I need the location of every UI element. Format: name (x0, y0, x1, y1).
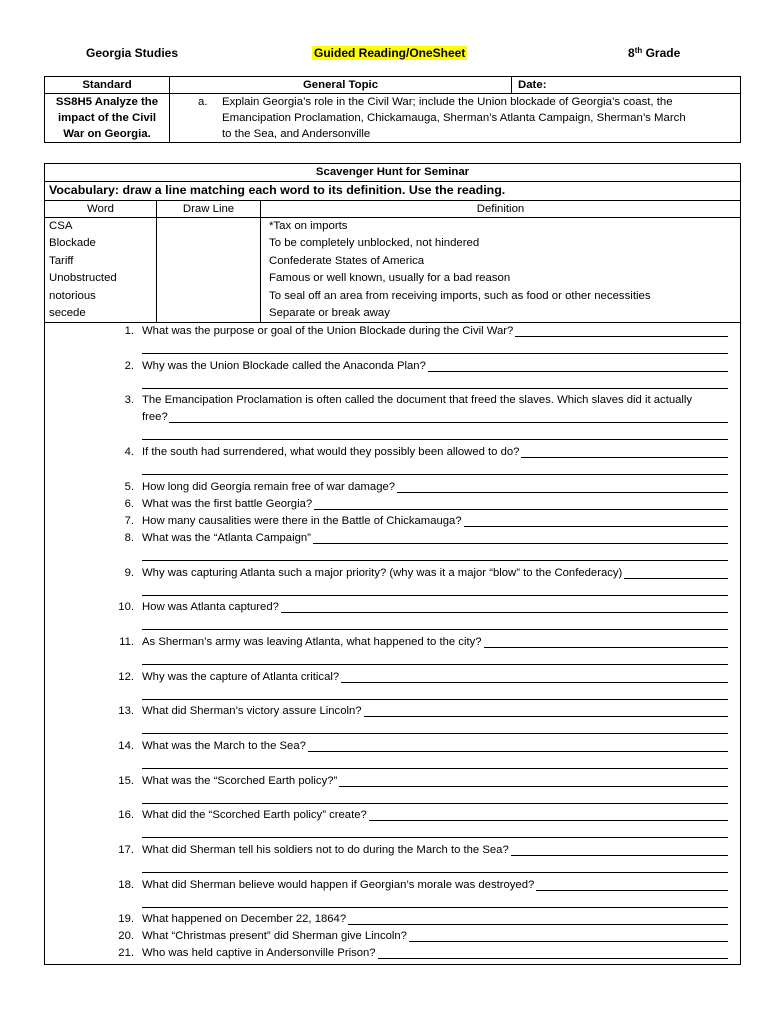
question-item (45, 634, 742, 668)
answer-line[interactable] (142, 388, 728, 389)
question-text: As Sherman’s army was leaving Atlanta, what happened to the city? (142, 636, 482, 649)
grade-word: Grade (645, 46, 681, 60)
topic-header: General Topic (170, 77, 512, 94)
subject-label: Georgia Studies (86, 46, 179, 60)
answer-line[interactable] (142, 803, 728, 804)
standard-line: War on Georgia. (63, 128, 151, 140)
answer-line[interactable] (428, 371, 728, 372)
question-item (45, 599, 742, 633)
vocab-word: secede (49, 306, 86, 319)
question-text: What was the “Atlanta Campaign” (142, 532, 311, 545)
vocab-definition: Separate or break away (269, 306, 390, 319)
answer-line[interactable] (142, 664, 728, 665)
question-text: What did the “Scorched Earth policy” create? (142, 809, 367, 822)
topic-line: Explain Georgia’s role in the Civil War; include the Union blockade of Georgia’s coast, the (222, 96, 673, 108)
question-number: 7. (124, 515, 134, 528)
date-field[interactable]: Date: (512, 77, 741, 94)
question-number: 17. (118, 844, 134, 857)
answer-line[interactable] (142, 353, 728, 354)
question-item (45, 773, 742, 807)
question-number: 14. (118, 740, 134, 753)
vocab-word: Blockade (49, 237, 96, 250)
answer-line[interactable] (308, 751, 728, 752)
answer-line[interactable] (314, 509, 728, 510)
answer-line[interactable] (624, 578, 728, 579)
answer-line[interactable] (378, 958, 728, 959)
question-item (45, 323, 742, 357)
answer-line[interactable] (142, 595, 728, 596)
vocab-definition: To seal off an area from receiving imports, such as food or other necessities (269, 289, 651, 302)
question-number: 5. (124, 481, 134, 494)
answer-line[interactable] (169, 422, 728, 423)
question-text: What did Sherman’s victory assure Lincoln? (142, 705, 362, 718)
standard-line: impact of the Civil (57, 112, 157, 124)
vocab-definition: To be completely unblocked, not hindered (269, 237, 480, 250)
answer-line[interactable] (341, 682, 728, 683)
answer-line[interactable] (142, 699, 728, 700)
answer-line[interactable] (142, 474, 728, 475)
question-text: What was the March to the Sea? (142, 740, 306, 753)
question-text: Who was held captive in Andersonville Prison? (142, 947, 376, 960)
document-title: Guided Reading/OneSheet (314, 46, 466, 60)
question-item (45, 842, 742, 876)
vocab-instructions: Vocabulary: draw a line matching each word to its definition. Use the reading. (45, 182, 741, 201)
word-list (45, 218, 157, 323)
question-number: 18. (118, 879, 134, 892)
vocab-word: CSA (49, 220, 73, 232)
question-item (45, 444, 742, 478)
vocab-definition: *Tax on imports (269, 220, 348, 232)
grade-label (628, 46, 680, 60)
standard-line: SS8H5 Analyze the (55, 96, 159, 108)
standard-header: Standard (45, 77, 170, 94)
question-number: 11. (119, 636, 134, 649)
grade-suffix: th (634, 46, 643, 55)
question-number: 19. (118, 913, 134, 926)
question-text: Why was the Union Blockade called the Anaconda Plan? (142, 360, 426, 373)
vocab-definition: Confederate States of America (269, 254, 425, 267)
question-text: What did Sherman believe would happen if Georgian’s morale was destroyed? (142, 879, 535, 892)
draw-line-column-header: Draw Line (157, 201, 261, 218)
answer-line[interactable] (142, 837, 728, 838)
scavenger-hunt-table (44, 163, 741, 965)
question-text: What happened on December 22, 1864? (142, 913, 347, 926)
question-text: If the south had surrendered, what would they possibly been allowed to do? (142, 446, 520, 459)
questions-area (45, 323, 741, 965)
question-number: 21. (118, 947, 134, 960)
answer-line[interactable] (142, 629, 728, 630)
question-number: 12. (118, 671, 134, 684)
definition-list (261, 218, 741, 323)
question-text: What was the first battle Georgia? (142, 498, 313, 511)
draw-line-area[interactable] (157, 218, 261, 323)
question-number: 20. (118, 930, 134, 943)
question-text: Why was the capture of Atlanta critical? (142, 671, 340, 684)
question-number: 9. (124, 567, 134, 580)
answer-line[interactable] (142, 768, 728, 769)
answer-line[interactable] (142, 439, 728, 440)
vocab-word: notorious (49, 289, 96, 302)
answer-line[interactable] (484, 647, 728, 648)
answer-line[interactable] (142, 907, 728, 908)
question-text-continuation: free? (142, 411, 168, 424)
question-text: What was the purpose or goal of the Union Blockade during the Civil War? (142, 325, 514, 338)
answer-line[interactable] (521, 457, 728, 458)
answer-line[interactable] (536, 890, 728, 891)
question-text: Why was capturing Atlanta such a major priority? (why was it a major “blow” to the Confederacy) (142, 567, 623, 580)
answer-line[interactable] (369, 820, 728, 821)
question-number: 16. (118, 809, 134, 822)
answer-line[interactable] (397, 492, 728, 493)
answer-line[interactable] (409, 941, 728, 942)
question-number: 1. (124, 325, 134, 338)
question-item (45, 565, 742, 599)
answer-line[interactable] (142, 733, 728, 734)
word-column-header: Word (45, 201, 157, 218)
answer-line[interactable] (313, 543, 728, 544)
question-item (45, 392, 742, 426)
standard-table (44, 76, 741, 143)
question-item (45, 738, 742, 772)
question-number: 2. (124, 360, 134, 373)
topic-item-label: a. (198, 96, 208, 108)
question-text: How long did Georgia remain free of war damage? (142, 481, 396, 494)
definition-column-header: Definition (261, 201, 741, 218)
question-text: What was the “Scorched Earth policy?” (142, 775, 338, 788)
question-number: 10. (118, 601, 134, 614)
question-item (45, 877, 742, 911)
question-item (45, 530, 742, 564)
question-text: How many causalities were there in the Battle of Chickamauga? (142, 515, 462, 528)
standard-cell (45, 94, 170, 143)
question-number: 15. (118, 775, 134, 788)
answer-line[interactable] (515, 336, 728, 337)
question-number: 13. (118, 705, 134, 718)
answer-line[interactable] (348, 924, 728, 925)
question-item (45, 669, 742, 703)
answer-line[interactable] (142, 560, 728, 561)
vocab-word: Unobstructed (49, 272, 117, 285)
question-item (45, 807, 742, 841)
answer-line[interactable] (364, 716, 728, 717)
question-text: How was Atlanta captured? (142, 601, 279, 614)
answer-line[interactable] (142, 872, 728, 873)
question-number: 3. (124, 394, 134, 407)
vocab-word: Tariff (49, 254, 74, 267)
topic-cell (170, 94, 741, 143)
question-number: 8. (124, 532, 134, 545)
question-text: The Emancipation Proclamation is often called the document that freed the slaves. Which slaves did it actually (142, 394, 693, 407)
question-item (45, 945, 742, 979)
section-title: Scavenger Hunt for Seminar (45, 164, 741, 182)
topic-line: to the Sea, and Andersonville (222, 128, 371, 140)
topic-line: Emancipation Proclamation, Chickamauga, Sherman’s Atlanta Campaign, Sherman’s March (222, 112, 686, 124)
grade-number: 8 (628, 46, 635, 60)
question-item (45, 358, 742, 392)
question-text: What did Sherman tell his soldiers not to do during the March to the Sea? (142, 844, 509, 857)
answer-line[interactable] (281, 612, 728, 613)
answer-line[interactable] (339, 786, 728, 787)
answer-line[interactable] (511, 855, 728, 856)
question-number: 6. (124, 498, 134, 511)
answer-line[interactable] (464, 526, 728, 527)
vocab-definition: Famous or well known, usually for a bad reason (269, 272, 511, 285)
question-text: What “Christmas present” did Sherman give Lincoln? (142, 930, 407, 943)
question-item (45, 703, 742, 737)
question-number: 4. (124, 446, 134, 459)
